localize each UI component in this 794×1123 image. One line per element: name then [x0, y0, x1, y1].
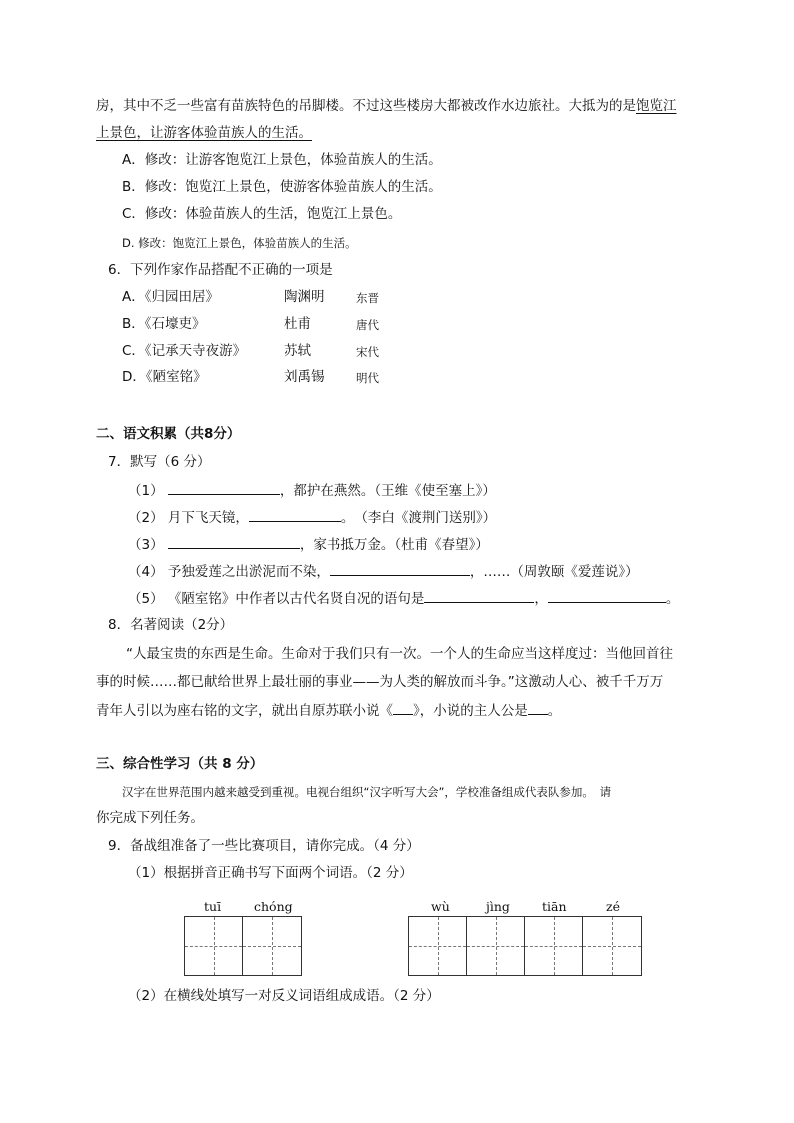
pinyin-label: jìng	[486, 899, 510, 914]
q7-item-2-text: 。 （李白《渡荆门送别》）	[340, 510, 497, 526]
q5-option-a: A．修改：让游客饱览江上景色，体验苗族人的生活。	[122, 152, 442, 168]
q7-item-2-num: （2）	[128, 510, 164, 526]
section3-intro-line2: 你完成下列任务。	[96, 810, 204, 826]
q6-row-d-era: 明代	[356, 371, 379, 385]
q6-row-b-work: B．《石壕吏》	[122, 316, 206, 332]
writing-cell[interactable]	[409, 917, 467, 975]
q6-row-d-author: 刘禹锡	[284, 369, 325, 385]
section2-title: 二、语文积累（共8分）	[96, 426, 241, 442]
q5-underlined-text: 饱览江	[636, 98, 677, 114]
answer-blank[interactable]	[249, 507, 341, 522]
q7-item-3	[128, 534, 489, 555]
pinyin-label: wù	[431, 899, 450, 914]
q7-item-4-before: 予独爱莲之出淤泥而不染，	[167, 564, 330, 580]
writing-grid-left	[184, 916, 302, 976]
answer-blank[interactable]	[168, 480, 280, 495]
q7-item-4	[128, 561, 639, 582]
q7-item-5-mid: ，	[534, 591, 548, 607]
q7-item-5	[128, 588, 679, 609]
q7-item-4-text: ，……（周敦颐《爱莲说》）	[469, 564, 639, 580]
q7-item-1-text: ，都护在燕然。（王维《使至塞上》）	[279, 483, 496, 499]
q6-row-c-author: 苏轼	[284, 343, 311, 359]
q8-paragraph-line2: 事的时候……都已献给世界上最壮丽的事业——为人类的解放而斗争。”这激动人心、被千千万万	[96, 674, 664, 690]
q6-stem: 6．下列作家作品搭配不正确的一项是	[108, 262, 333, 278]
q7-item-5-end: 。	[665, 591, 680, 607]
q7-item-5-before: 《陋室铭》中作者以古代名贤自况的语句是	[167, 591, 425, 607]
q7-item-3-num: （3）	[128, 537, 164, 553]
writing-cell[interactable]	[525, 917, 583, 975]
writing-cell[interactable]	[583, 917, 641, 975]
q7-item-5-num: （5）	[128, 591, 164, 607]
q5-option-b: B．修改：饱览江上景色，使游客体验苗族人的生活。	[122, 179, 442, 195]
q9-stem: 9．备战组准备了一些比赛项目，请你完成。（4 分）	[108, 838, 420, 854]
q6-row-a-author: 陶渊明	[284, 289, 325, 305]
q8-paragraph-line1: “人最宝贵的东西是生命。生命对于我们只有一次。一个人的生命应当这样度过：当他回首往	[126, 646, 673, 662]
q9-part2: （2）在横线处填写一对反义词语组成成语。（2 分）	[128, 988, 440, 1004]
q6-row-c-era: 宋代	[356, 345, 379, 359]
q7-item-2-before: 月下飞天镜，	[167, 510, 249, 526]
writing-cell[interactable]	[467, 917, 525, 975]
pinyin-label: tuī	[204, 899, 222, 914]
q8-stem: 8．名著阅读（2分）	[108, 617, 234, 633]
q6-row-b-era: 唐代	[356, 318, 379, 332]
section3-intro-line1: 汉字在世界范围内越来越受到重视。电视台组织“汉字听写大会”，学校准备组成代表队参加。 请	[122, 785, 612, 799]
q7-item-2	[128, 507, 496, 528]
q6-row-c-work: C．《记承天寺夜游》	[122, 343, 247, 359]
q5-stem-line1	[96, 96, 677, 116]
q5-stem-line2: 上景色，让游客体验苗族人的生活。	[96, 125, 312, 141]
q6-row-a-era: 东晋	[356, 291, 379, 305]
q5-stem-text: 房，其中不乏一些富有苗族特色的吊脚楼。不过这些楼房大都被改作水边旅社。大抵为的是	[96, 98, 636, 114]
q6-row-d-work: D．《陋室铭》	[122, 369, 207, 385]
q7-item-3-text: ，家书抵万金。（杜甫《春望》）	[299, 537, 489, 553]
answer-blank[interactable]	[393, 700, 413, 715]
answer-blank[interactable]	[528, 700, 548, 715]
q8-text-b: 》，小说的主人公是	[413, 703, 528, 719]
q7-stem: 7．默写（6 分）	[108, 454, 211, 470]
q7-item-1-num: （1）	[128, 483, 164, 499]
q5-option-c: C．修改：体验苗族人的生活，饱览江上景色。	[122, 206, 402, 222]
answer-blank[interactable]	[330, 561, 470, 576]
q7-item-1	[128, 480, 496, 501]
section3-title: 三、综合性学习（共 8 分）	[96, 756, 264, 772]
pinyin-label: chóng	[254, 899, 293, 914]
q7-item-4-num: （4）	[128, 564, 164, 580]
q8-text-c: 。	[547, 703, 562, 719]
writing-cell[interactable]	[243, 917, 301, 975]
writing-grid-right	[408, 916, 642, 976]
answer-blank[interactable]	[424, 588, 534, 603]
pinyin-label: tiān	[542, 899, 567, 914]
q8-paragraph-line3	[96, 700, 561, 721]
q8-text-a: 青年人引以为座右铭的文字，就出自原苏联小说《	[96, 703, 393, 719]
q6-row-b-author: 杜甫	[284, 316, 311, 332]
answer-blank[interactable]	[168, 534, 300, 549]
q9-part1: （1）根据拼音正确书写下面两个词语。（2 分）	[128, 865, 413, 881]
pinyin-label: zé	[606, 899, 620, 914]
q6-row-a-work: A．《归园田居》	[122, 289, 219, 305]
answer-blank[interactable]	[548, 588, 666, 603]
writing-cell[interactable]	[185, 917, 243, 975]
q5-option-d: D. 修改：饱览江上景色，体验苗族人的生活。	[122, 236, 357, 250]
